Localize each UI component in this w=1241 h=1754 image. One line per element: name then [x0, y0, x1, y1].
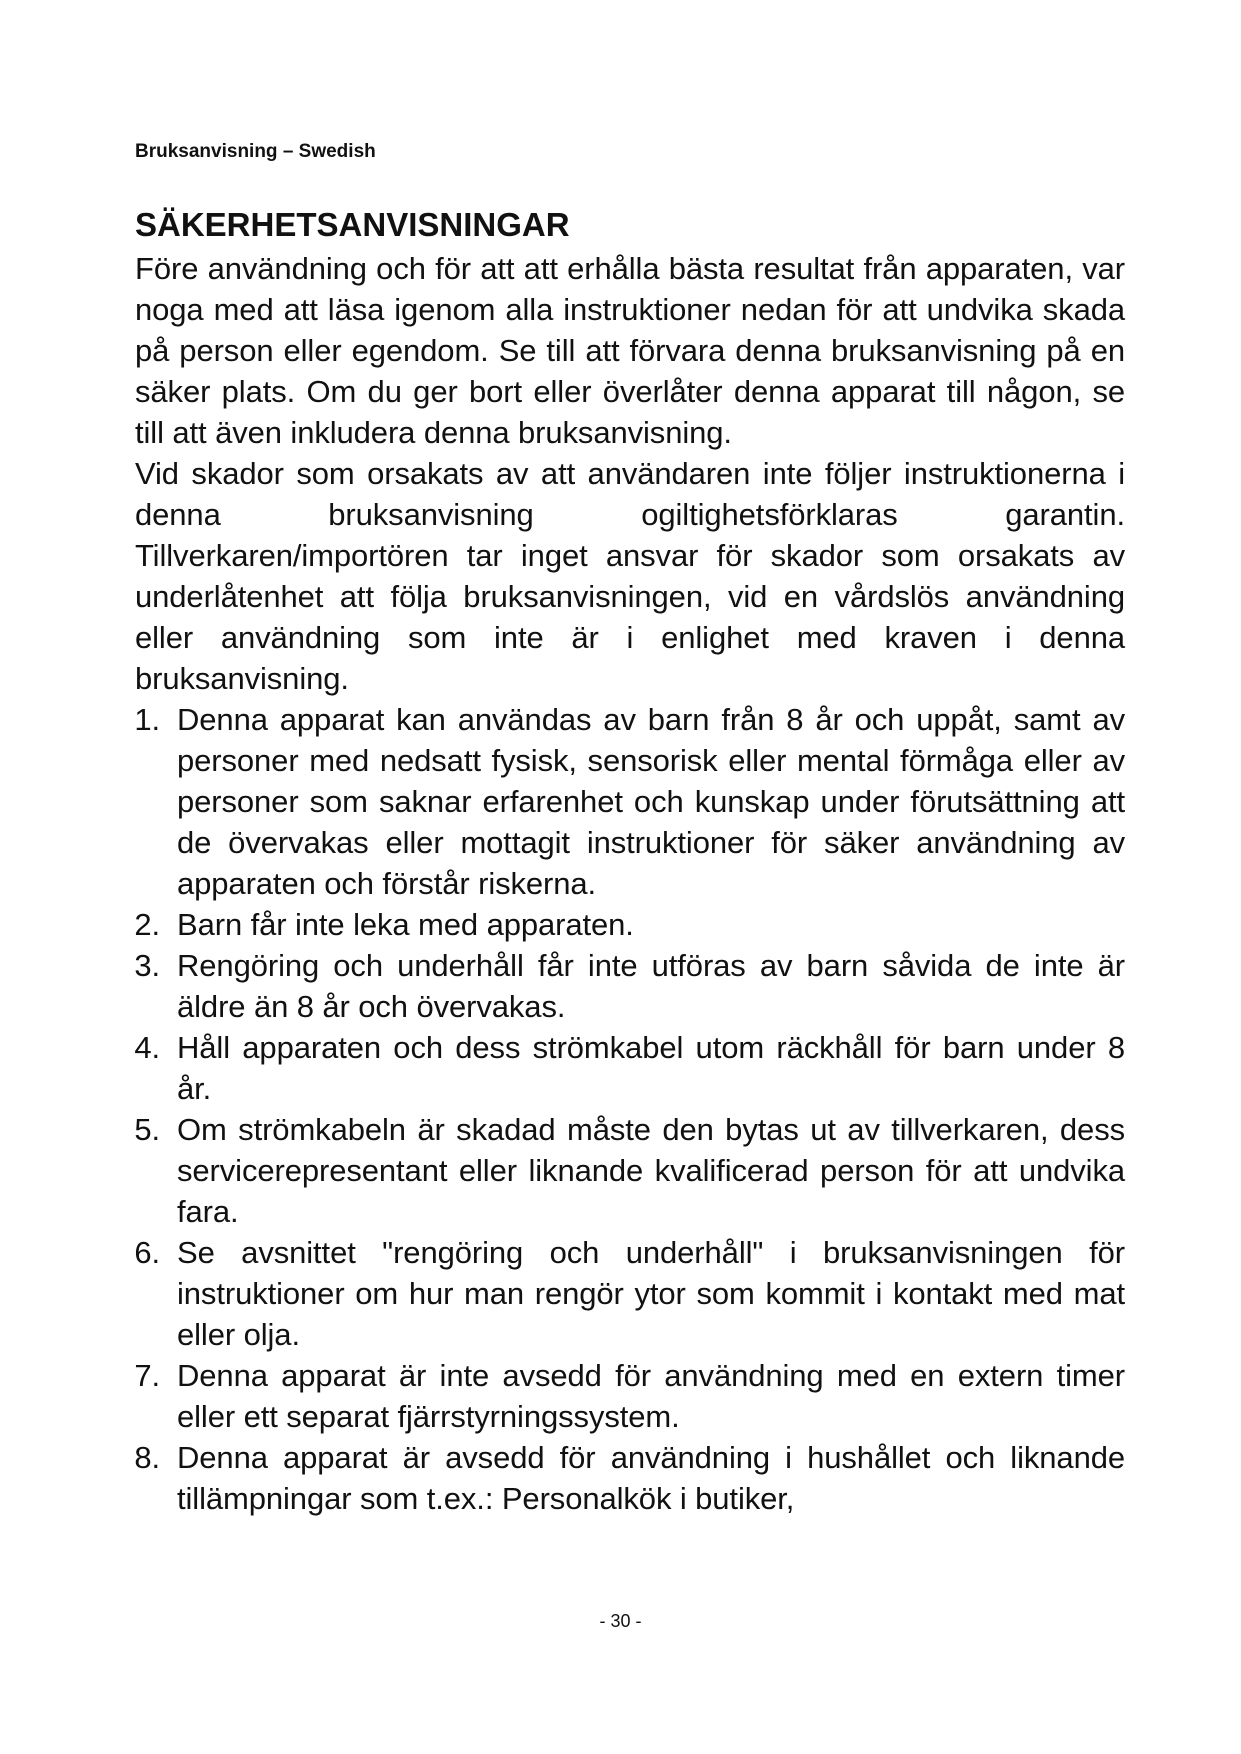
- manual-header-label: Bruksanvisning – Swedish: [135, 141, 376, 162]
- list-item-number: 8.: [134, 1440, 160, 1475]
- list-item: [135, 945, 1125, 1027]
- safety-instructions-list: [135, 699, 1125, 1519]
- list-item: [135, 1437, 1125, 1519]
- list-item-number: 6.: [134, 1235, 160, 1270]
- list-item-number: 2.: [134, 907, 160, 942]
- list-item-text: Denna apparat är avsedd för användning i hushållet och liknande tillämpningar som t.ex.: Personalkök i butiker,: [177, 1440, 1125, 1516]
- list-item-text: Se avsnittet "rengöring och underhåll" i bruksanvisningen för instruktioner om hur man rengör ytor som kommit i kontakt med mat eller olja.: [177, 1235, 1125, 1352]
- list-item-text: Barn får inte leka med apparaten.: [177, 907, 634, 942]
- list-item-text: Om strömkabeln är skadad måste den bytas ut av tillverkaren, dess servicerepresentant eller liknande kvalificerad person för att undvika fara.: [177, 1112, 1125, 1229]
- section-body: [135, 248, 1125, 1519]
- list-item: [135, 1232, 1125, 1355]
- warranty-paragraph: Vid skador som orsakats av att användaren inte följer instruktionerna i denna bruksanvisning ogiltighetsförklaras garantin. Tillverkaren/importören tar inget ansvar för skador som orsakats av underlåtenhet att följa bruksanvisningen, vid en vårdslös användning eller användning som inte är i enlighet med kraven i denna bruksanvisning.: [135, 456, 1125, 696]
- list-item: [135, 1027, 1125, 1109]
- list-item-text: Denna apparat kan användas av barn från 8 år och uppåt, samt av personer med nedsatt fysisk, sensorisk eller mental förmåga eller av personer som saknar erfarenhet och kunskap under förutsättning att de övervakas eller mottagit instruktioner för säker användning av apparaten och förstår riskerna.: [177, 702, 1125, 901]
- list-item-number: 7.: [134, 1358, 160, 1393]
- list-item: [135, 904, 1125, 945]
- list-item-number: 4.: [134, 1030, 160, 1065]
- list-item-number: 5.: [134, 1112, 160, 1147]
- list-item-text: Håll apparaten och dess strömkabel utom räckhåll för barn under 8 år.: [177, 1030, 1125, 1106]
- list-item-number: 3.: [134, 948, 160, 983]
- intro-paragraph: Före användning och för att att erhålla bästa resultat från apparaten, var noga med att läsa igenom alla instruktioner nedan för att undvika skada på person eller egendom. Se till att förvara denna bruksanvisning på en säker plats. Om du ger bort eller överlåter denna apparat till någon, se till att även inkludera denna bruksanvisning.: [135, 251, 1125, 450]
- list-item: [135, 1109, 1125, 1232]
- list-item-number: 1.: [134, 702, 160, 737]
- list-item-text: Denna apparat är inte avsedd för användning med en extern timer eller ett separat fjärrstyrningssystem.: [177, 1358, 1125, 1434]
- list-item: [135, 1355, 1125, 1437]
- page-number: - 30 -: [599, 1611, 642, 1631]
- list-item-text: Rengöring och underhåll får inte utföras av barn såvida de inte är äldre än 8 år och övervakas.: [177, 948, 1125, 1024]
- list-item: [135, 699, 1125, 904]
- section-title: SÄKERHETSANVISNINGAR: [135, 206, 570, 243]
